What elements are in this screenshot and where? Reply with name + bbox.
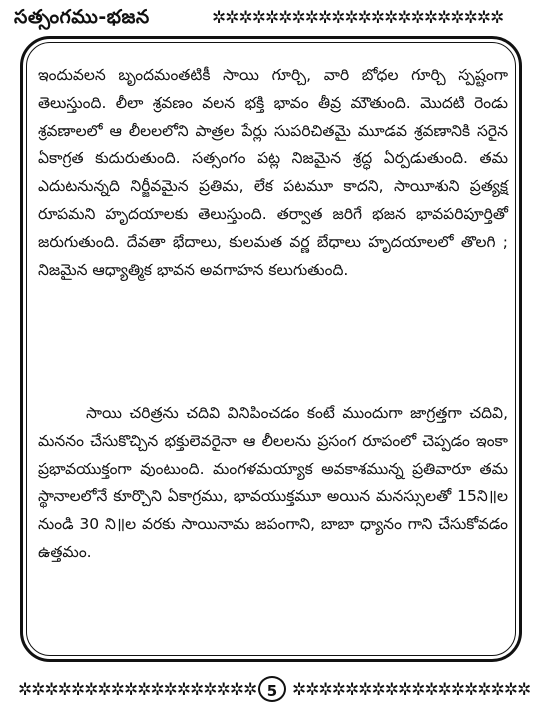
paragraph-2: సాయి చరిత్రను చదివి వినిపించడం కంటే ముందుగా జాగ్రత్తగా చదివి, మననం చేసుకొచ్చిన భక్తులెవరైనా ఆ లీలలను ప్రసంగ రూపంలో చెప్పడం ఇంకా ప్రభావయుక్తంగా వుంటుంది. మంగళమయ్యాక అవకాశమున్న ప్రతివారూ తమ స్థానాలలోనే కూర్చొని ఏకాగ్రము, భావయుక్తమూ అయిన మనస్సులతో 15ని॥ల నుండి 30 ని॥ల వరకు సాయినామ జపంగాని, బాబా ధ్యానం గాని చేసుకోవడం ఉత్తమం.: [38, 404, 508, 561]
page-number: 5: [258, 676, 286, 702]
paragraph-1: ఇందువలన బృందమంతటికీ సాయి గూర్చి, వారి బోధల గూర్చి స్పష్టంగా తెలుస్తుంది. లీలా శ్రవణం వలన భక్తి భావం తీవ్ర మౌతుంది. మొదటి రెండు శ్రవణాలలో ఆ లీలలలోని పాత్రల పేర్లు సుపరిచితమై మూడవ శ్రవణానికి సరైన ఏకాగ్రత కుదురుతుంది. సత్సంగం పట్ల నిజమైన శ్రద్ధ ఏర్పడుతుంది. తమ ఎదుటనున్నది నిర్జీవమైన ప్రతిమ, లేక పటమూ కాదని, సాయీశుని ప్రత్యక్ష రూపమని హృదయాలకు తెలుస్తుంది. తర్వాత జరిగే భజన భావపరిపూర్తితో జరుగుతుంది. దేవతా భేదాలు, కులమత వర్ణ బేధాలు హృదయాలలో తొలగి ; నిజమైన ఆధ్యాత్మిక భావన అవగాహన కలుగుతుంది.: [38, 66, 508, 279]
footer-ornament-left: ✲✲✲✲✲✲✲✲✲✲✲✲✲✲✲✲✲✲: [18, 680, 256, 700]
footer-ornament-right: ✲✲✲✲✲✲✲✲✲✲✲✲✲✲✲✲✲✲: [292, 680, 531, 700]
page-title: సత్సంగము-భజన: [14, 6, 150, 28]
header-ornament-border: ✲✲✲✲✲✲✲✲✲✲✲✲✲✲✲✲✲✲✲✲✲✲: [212, 8, 504, 28]
